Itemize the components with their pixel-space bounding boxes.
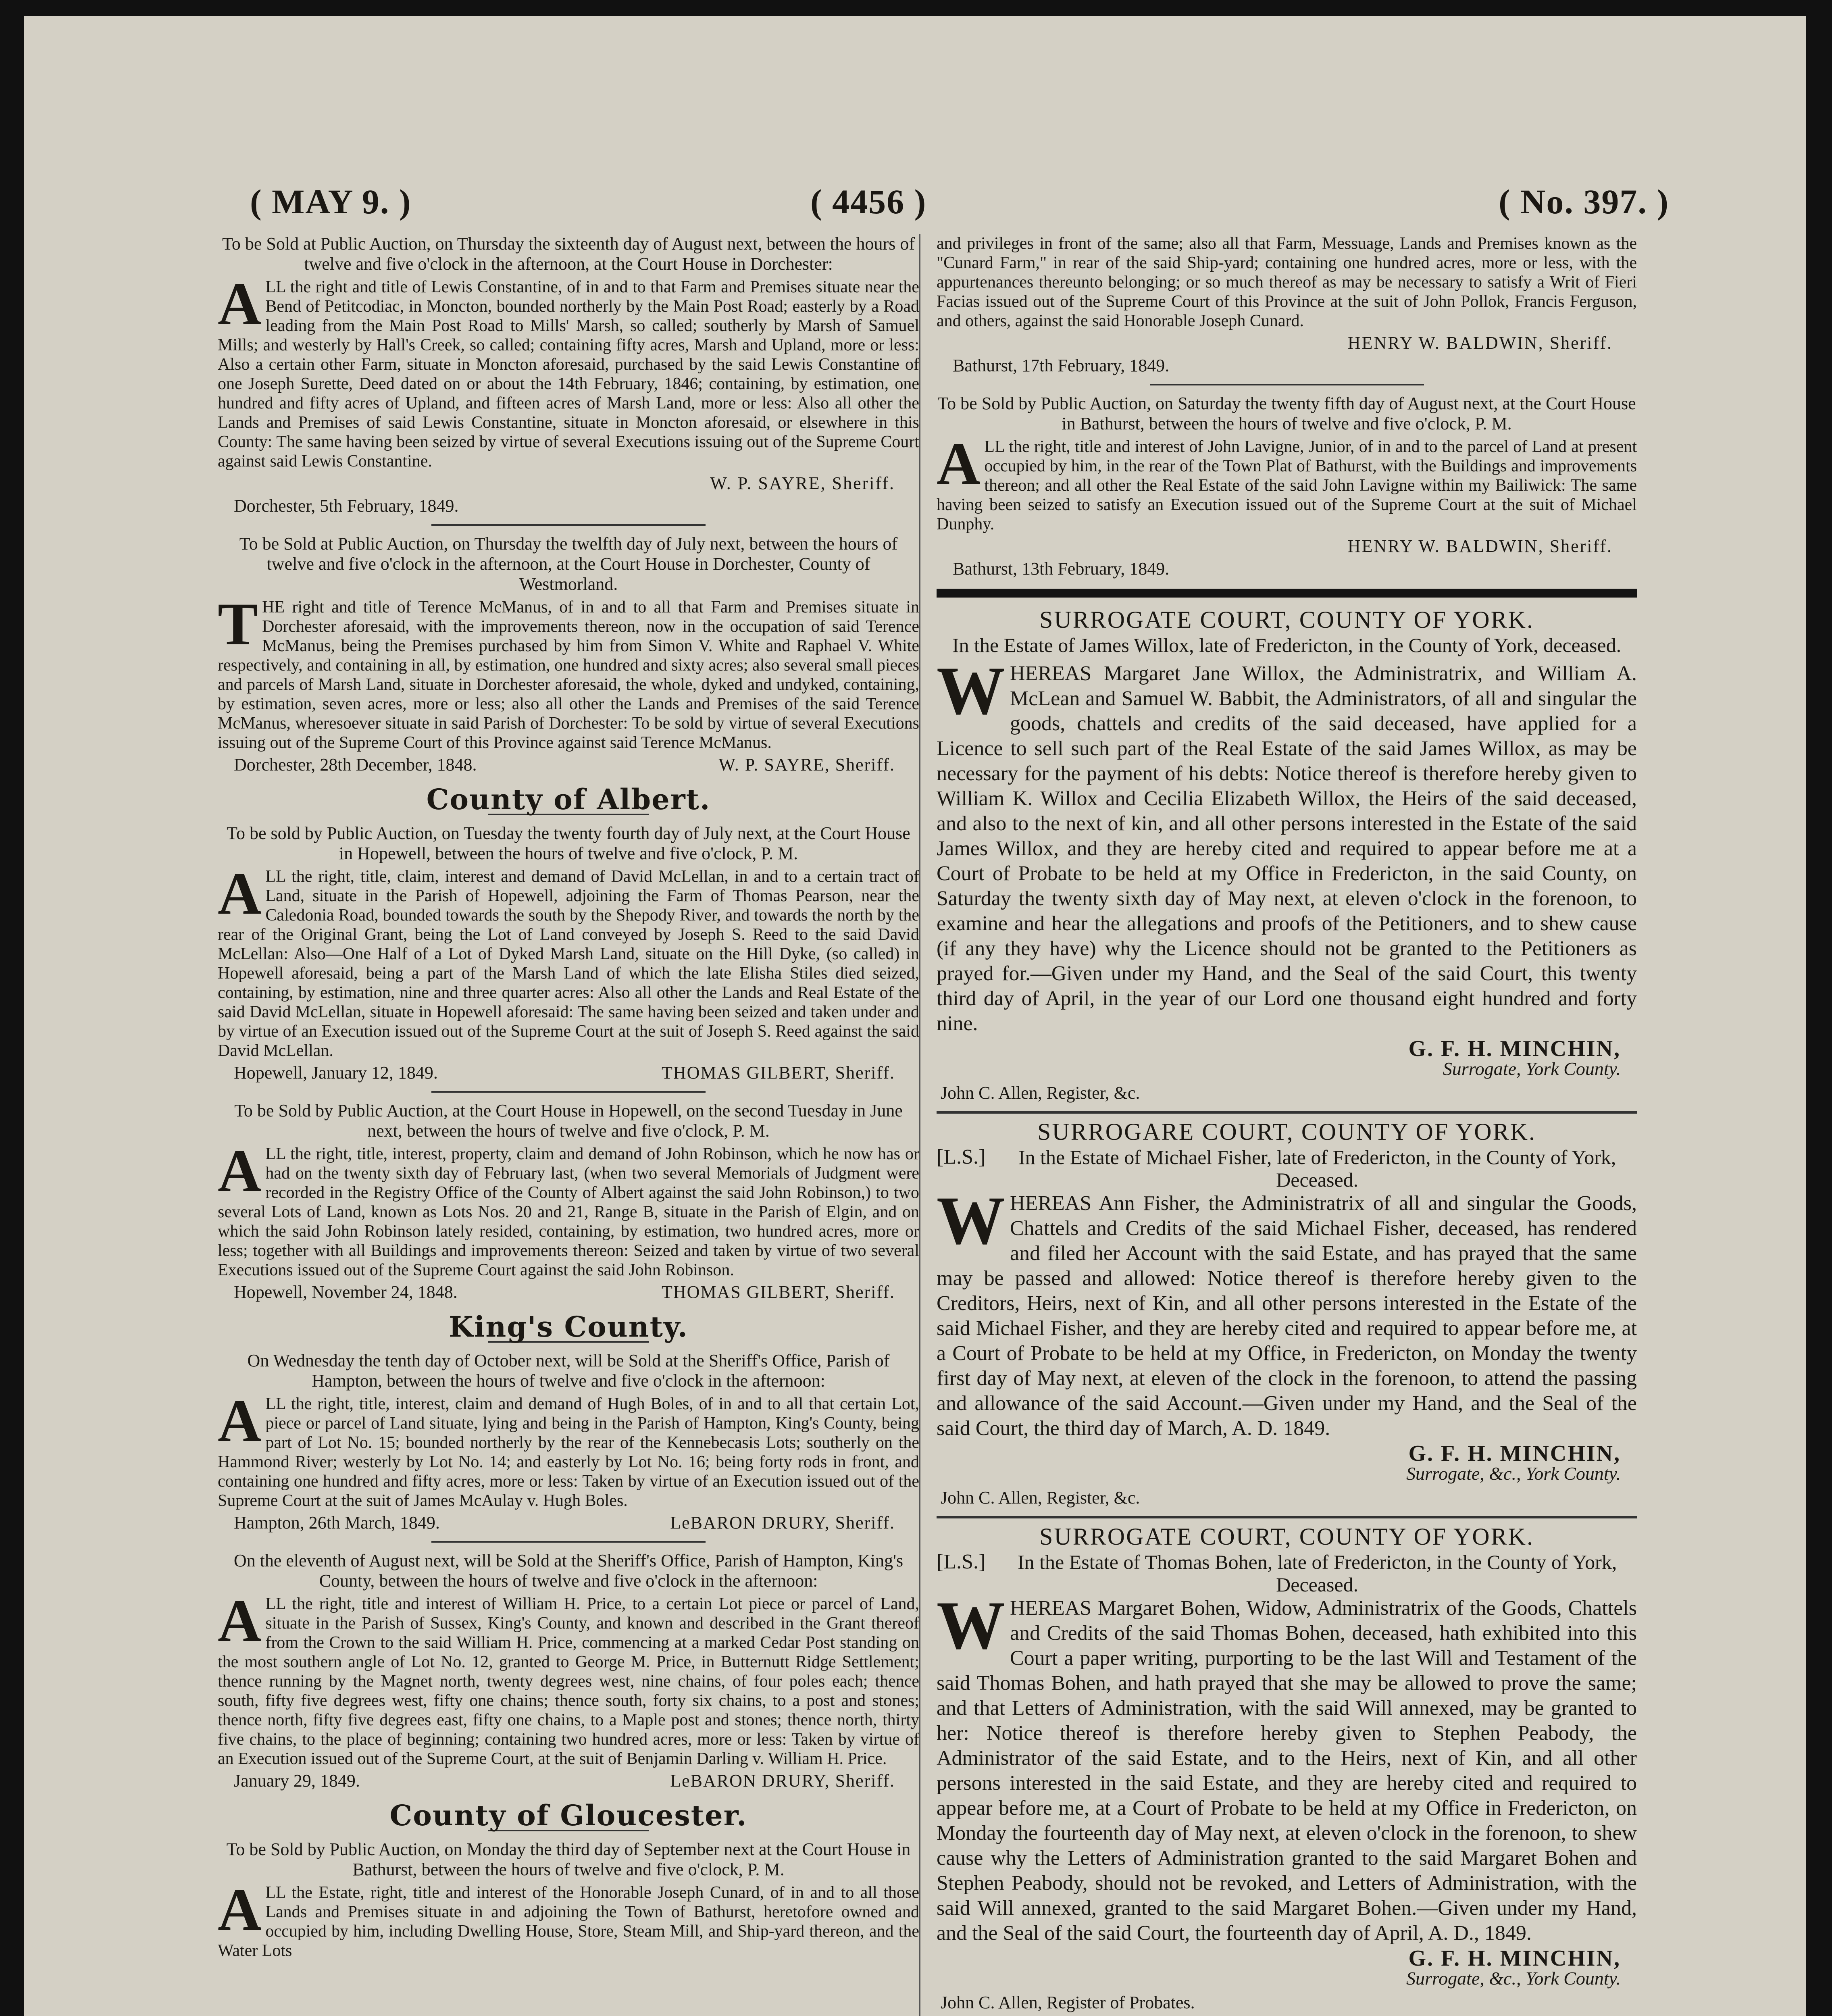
advertisement-mcmanus — [218, 534, 919, 775]
ad-intro: To be Sold by Public Auction, at the Court House in Hopewell, on the second Tuesday in June next, between the hours of twelve and five o'clock, P. M. — [234, 1101, 903, 1141]
sheriff-signature: THOMAS GILBERT, Sheriff. — [661, 1063, 895, 1083]
notice-body: WHEREAS Margaret Bohen, Widow, Administratrix of the Goods, Chattels and Credits of the said Thomas Bohen, deceased, hath exhibited into this Court a paper writing, purporting to be the last Will and Testament of the said Thomas Bohen, and hath prayed that she may be allowed to prove the same; and that Letters of Administration, with the said Will annexed, may be granted to her: Notice thereof is therefore hereby given to Stephen Peabody, the Administrator of the said Estate, and to the Heirs, next of Kin, and all other persons interested in the said Estate, and they are hereby cited and required to appear before me, at a Court of Probate to be held at my Office in Fredericton, on Monday the fourteenth day of May next, at eleven o'clock in the forenoon, to shew cause why the Letters of Administration granted to the said Margaret Bohen and Stephen Peabody, should not be revoked, and Letters of Administration, with the said Will annexed, granted to the said Margaret Bohen.—Given under my Hand, and the Seal of the said Court, the fourteenth day of April, A. D., 1849. — [937, 1587, 1637, 1945]
advertisement-price — [218, 1551, 919, 1791]
ad-date: Hampton, 26th March, 1849. — [234, 1513, 440, 1533]
sheriff-signature: THOMAS GILBERT, Sheriff. — [661, 1282, 895, 1302]
date-signature-line — [218, 1282, 919, 1302]
drop-cap: A — [218, 1587, 262, 1654]
sheriff-signature: LeBARON DRURY, Sheriff. — [670, 1513, 895, 1533]
divider — [431, 524, 706, 526]
sheriff-signature: LeBARON DRURY, Sheriff. — [670, 1771, 895, 1791]
seal-mark: [L.S.] — [937, 1550, 986, 1573]
estate-title: In the Estate of Michael Fisher, late of Fredericton, in the County of York, Deceased. — [1018, 1146, 1616, 1191]
surrogate-title: Surrogate, &c., York County. — [1406, 1463, 1621, 1484]
surrogate-title: Surrogate, York County. — [1443, 1058, 1621, 1079]
header-issue-number: ( No. 397. ) — [1499, 182, 1669, 221]
date-signature-line — [218, 1771, 919, 1791]
advertisement-constantine — [218, 234, 919, 516]
ad-intro: On the eleventh of August next, will be Sold at the Sheriff's Office, Parish of Hampton, King's County, between the hours of twelve and five o'clock in the afternoon: — [233, 1551, 904, 1591]
sheriff-signature: W. P. SAYRE, Sheriff. — [710, 473, 895, 493]
court-title: SURROGATE COURT, COUNTY OF YORK. — [1039, 606, 1534, 633]
drop-cap: A — [218, 1876, 262, 1943]
divider — [937, 1111, 1637, 1114]
register-name: John C. Allen, Register, &c. — [941, 1083, 1140, 1103]
surrogate-name: G. F. H. MINCHIN, — [1408, 1946, 1621, 1971]
ad-date: Dorchester, 5th February, 1849. — [234, 496, 459, 516]
advertisement-mclellan — [218, 823, 919, 1083]
drop-cap: A — [218, 1137, 262, 1204]
drop-cap: A — [218, 860, 262, 927]
divider — [937, 1516, 1637, 1518]
section-heading-gloucester: County of Gloucester. — [389, 1799, 747, 1832]
date-signature-line — [218, 1063, 919, 1083]
ad-date: Hopewell, January 12, 1849. — [234, 1063, 438, 1083]
newspaper-page — [24, 16, 1806, 2016]
drop-cap: W — [937, 1587, 1005, 1663]
date-signature-line — [218, 1513, 919, 1533]
ad-body: ALL the right, title, interest, claim and demand of Hugh Boles, of in and to all that certain Lot, piece or parcel of Land situate, lying and being in the Parish of Hampton, King's County, being part of Lot No. 15; bounded northerly by the rear of the Kennebecasis Lots; southerly on the Hammond River; westerly by Lot No. 14; and easterly by Lot No. 16; being forty rods in front, and containing one hundred and fifty acres, more or less: Taken by virtue of an Execution issued out of the Supreme Court at the suit of James McAulay v. Hugh Boles. — [218, 1387, 919, 1510]
ad-intro: To be Sold by Public Auction, on Monday the third day of September next at the Court House in Bathurst, between the hours of twelve and five o'clock, P. M. — [226, 1839, 911, 1879]
advertisement-cunard-continued — [937, 234, 1637, 376]
right-column — [919, 234, 1637, 2016]
header-date: ( MAY 9. ) — [250, 182, 412, 221]
notice-body: WHEREAS Ann Fisher, the Administratrix of all and singular the Goods, Chattels and Credits of the said Michael Fisher, deceased, has rendered and filed her Account with the said Estate, and has prayed that the same may be passed and allowed: Notice thereof is therefore hereby given to the Creditors, Heirs, next of Kin, and all other persons interested in the Estate of the said Michael Fisher, and they are hereby cited and required to appear before me, at a Court of Probate to be held at my Office, in Fredericton, on Monday the twenty first day of May next, at eleven of the clock in the forenoon, to attend the passing and allowance of the said Account.—Given under my Hand, and the Seal of the said Court, the third day of March, A. D. 1849. — [937, 1183, 1637, 1440]
seal-line — [937, 1146, 1637, 1191]
ad-body: ALL the right and title of Lewis Constantine, of in and to that Farm and Premises situate near the Bend of Petitcodiac, in Moncton, bounded northerly by the Main Post Road; easterly by a Road leading from the Main Post Road to Mills' Marsh, so called; southerly by Marsh of Samuel Mills; and westerly by Hall's Creek, so called; containing fifty acres, Marsh and Upland, more or less: Also a certain other Farm, situate in Moncton aforesaid, purchased by the said Lewis Constantine of one Joseph Surette, Deed dated on or about the 14th February, 1846; containing, by estimation, one hundred and fifty acres of Upland, and fifteen acres of Marsh Land, more or less: Also all other the Lands and Premises of said Lewis Constantine, situate in Moncton aforesaid, or elsewhere in this County: The same having been seized by virtue of several Executions issuing out of the Supreme Court against said Lewis Constantine. — [218, 271, 919, 471]
sheriff-signature: HENRY W. BALDWIN, Sheriff. — [1347, 333, 1613, 353]
surrogate-name: G. F. H. MINCHIN, — [1408, 1441, 1621, 1466]
sheriff-signature: HENRY W. BALDWIN, Sheriff. — [1347, 536, 1613, 556]
ad-intro: To be sold by Public Auction, on Tuesday the twenty fourth day of July next, at the Court House in Hopewell, between the hours of twelve and five o'clock, P. M. — [227, 823, 910, 863]
advertisement-cunard — [218, 1839, 919, 1960]
estate-title: In the Estate of James Willox, late of Fredericton, in the County of York, deceased. — [952, 634, 1622, 656]
ad-body: ALL the right, title, claim, interest and demand of David McLellan, in and to a certain tract of Land, situate in the Parish of Hopewell, adjoining the Farm of Thomas Pearson, near the Caledonia Road, bounded towards the south by the Shepody River, and towards the north by the rear of the Original Grant, being the Lot of Land conveyed by Joseph S. Reed to the said David McLellan: Also—One Half of a Lot of Dyked Marsh Land, situate on the Hill Dyke, (so called) in Hopewell aforesaid, being a part of the Marsh Land of which the late Elisha Stiles died seized, containing, by estimation, nine and three quarter acres: Also all other the Lands and Real Estate of the said David McLellan, situate in Hopewell aforesaid: The same having been seized and taken under and by virtue of an Execution issued out of the Supreme Court at the suit of Joseph S. Reed against the said David McLellan. — [218, 860, 919, 1060]
seal-mark: [L.S.] — [937, 1145, 986, 1168]
advertisement-lavigne — [937, 394, 1637, 579]
divider — [431, 1091, 706, 1093]
surrogate-notice-bohen — [937, 1523, 1637, 2013]
surrogate-notice-fisher — [937, 1118, 1637, 1508]
sheriff-signature: W. P. SAYRE, Sheriff. — [718, 755, 895, 775]
ad-body: THE right and title of Terence McManus, of in and to all that Farm and Premises situate in Dorchester aforesaid, with the improvements thereon, now in the occupation of said Terence McManus, being the Premises purchased by him from Simon V. White and Raphael V. White respectively, and containing in all, by estimation, one hundred and sixty acres; also several small pieces and parcels of Marsh Land, situate in Dorchester aforesaid, the whole, dyked and undyked, containing, by estimation, seven acres, more or less; also all other the Lands and Premises of the said Terence McManus, wheresoever situate in said Parish of Dorchester: To be sold by virtue of several Executions issuing out of the Supreme Court of this Province against said Terence McManus. — [218, 591, 919, 752]
ad-date: Hopewell, November 24, 1848. — [234, 1282, 458, 1302]
ad-intro: To be Sold at Public Auction, on Thursday the sixteenth day of August next, between the hours of twelve and five o'clock in the afternoon, at the Court House in Dorchester: — [222, 234, 915, 274]
surrogate-notice-willox — [937, 606, 1637, 1103]
drop-cap: A — [218, 271, 262, 337]
drop-cap: A — [937, 430, 981, 497]
left-column — [218, 234, 935, 2016]
divider — [431, 1541, 706, 1543]
advertisement-boles — [218, 1351, 919, 1533]
section-heading-albert: County of Albert. — [426, 783, 711, 816]
ad-intro: On Wednesday the tenth day of October next, will be Sold at the Sheriff's Office, Parish of Hampton, between the hours of twelve and five o'clock in the afternoon: — [247, 1351, 890, 1391]
surrogate-title: Surrogate, &c., York County. — [1406, 1968, 1621, 1989]
drop-cap: A — [218, 1387, 262, 1454]
ad-body: ALL the right, title and interest of William H. Price, to a certain Lot piece or parcel of Land, situate in the Parish of Sussex, King's County, and known and described in the Grant thereof from the Crown to the said William H. Price, commencing at a marked Cedar Post standing on the most southern angle of Lot No. 12, granted to George M. Price, in Butternutt Ridge Settlement; thence running by the Magnet north, twenty degrees west, nine chains, of four poles each; thence south, fifty five degrees west, fifty one chains; thence south, forty six chains, to a post and stones; thence north, fifty five degrees east, fifty one chains, to a Maple post and stones; thence north, thirty five chains, to the place of beginning; containing two hundred acres, more or less: Taken by virtue of an Execution issued out of the Supreme Court, at the suit of Benjamin Darling v. William H. Price. — [218, 1587, 919, 1768]
seal-line — [937, 1551, 1637, 1596]
section-heading-kings: King's County. — [448, 1310, 688, 1343]
ad-body: ALL the right, title, interest, property, claim and demand of John Robinson, which he now has or had on the twenty sixth day of February last, (when two several Memorials of Judgment were recorded in the Registry Office of the County of Albert against the said John Robinson,) to two several Lots of Land, known as Lots Nos. 20 and 21, Range B, situate in the Parish of Elgin, and on which the said John Robinson lately resided, containing, by estimation, two hundred acres, more or less; together with all Buildings and improvements thereon: Seized and taken by virtue of two several Executions issued out of the Supreme Court against the said John Robinson. — [218, 1137, 919, 1279]
thick-divider — [937, 589, 1637, 598]
ad-intro: To be Sold by Public Auction, on Saturday the twenty fifth day of August next, at the Court House in Bathurst, between the hours of twelve and five o'clock, P. M. — [937, 394, 1636, 433]
ad-date: January 29, 1849. — [234, 1771, 360, 1791]
notice-body: WHEREAS Margaret Jane Willox, the Administratrix, and William A. McLean and Samuel W. Babbit, the Administrators, of all and singular the goods, chattels and credits of the said deceased, have applied for a Licence to sell such part of the Real Estate of the said James Willox, as may be necessary for the payment of his debts: Notice thereof is therefore hereby given to William K. Willox and Cecilia Elizabeth Willox, the Heirs of the said deceased, and also to the next of kin, and all other persons interested in the Estate of the said James Willox, and they are hereby cited and required to appear before me at a Court of Probate to be held at my Office in Fredericton, in the said County, on Saturday the twenty sixth day of May next, at eleven o'clock in the forenoon, to examine and hear the allegations and proofs of the Petitioners, and to shew cause (if any they have) why the Licence should not be granted to the Petitioners as prayed for.—Given under my Hand, and the Seal of the said Court, this twenty third day of April, in the year of our Lord one thousand eight hundred and forty nine. — [937, 653, 1637, 1035]
ad-body: ALL the right, title and interest of John Lavigne, Junior, of in and to the parcel of Land at present occupied by him, in the rear of the Town Plat of Bathurst, with the Buildings and improvements thereon; and all other the Real Estate of the said John Lavigne within my Bailiwick: The same having been seized to satisfy an Execution issued out of the Supreme Court at the suit of Michael Dunphy. — [937, 430, 1637, 533]
court-title: SURROGARE COURT, COUNTY OF YORK. — [1037, 1118, 1536, 1145]
ad-date: Bathurst, 17th February, 1849. — [953, 356, 1170, 375]
register-name: John C. Allen, Register, &c. — [941, 1488, 1140, 1508]
ad-body: ALL the Estate, right, title and interest of the Honorable Joseph Cunard, of in and to all those Lands and Premises situate in and adjoining the Town of Bathurst, heretofore owned and occupied by him, including Dwelling House, Store, Steam Mill, and Ship-yard thereon, and the Water Lots — [218, 1876, 919, 1960]
register-name: John C. Allen, Register of Probates. — [941, 1993, 1195, 2012]
ad-date: Dorchester, 28th December, 1848. — [234, 755, 477, 775]
drop-cap: T — [218, 591, 258, 658]
ad-body: and privileges in front of the same; also all that Farm, Messuage, Lands and Premises known as the "Cunard Farm," in rear of the said Ship-yard; containing one hundred acres, more or less, with the appurtenances thereunto belonging; or so much thereof as may be necessary to satisfy a Writ of Fieri Facias issued out of the Supreme Court of this Province at the suit of John Pollok, Francis Ferguson, and others, against the said Honorable Joseph Cunard. — [937, 234, 1637, 330]
header-page-number: ( 4456 ) — [810, 182, 927, 221]
divider — [1150, 384, 1424, 385]
ad-date: Bathurst, 13th February, 1849. — [953, 559, 1170, 579]
advertisement-robinson — [218, 1101, 919, 1302]
drop-cap: W — [937, 653, 1005, 729]
ad-intro: To be Sold at Public Auction, on Thursday the twelfth day of July next, between the hours of twelve and five o'clock in the afternoon, at the Court House in Dorchester, County of Westmorland. — [239, 534, 898, 594]
drop-cap: W — [937, 1183, 1005, 1258]
estate-title: In the Estate of Thomas Bohen, late of Fredericton, in the County of York, Deceased. — [1018, 1551, 1617, 1596]
date-signature-line — [218, 755, 919, 775]
page-header — [24, 181, 1806, 226]
surrogate-name: G. F. H. MINCHIN, — [1408, 1036, 1621, 1061]
court-title: SURROGATE COURT, COUNTY OF YORK. — [1039, 1523, 1534, 1550]
